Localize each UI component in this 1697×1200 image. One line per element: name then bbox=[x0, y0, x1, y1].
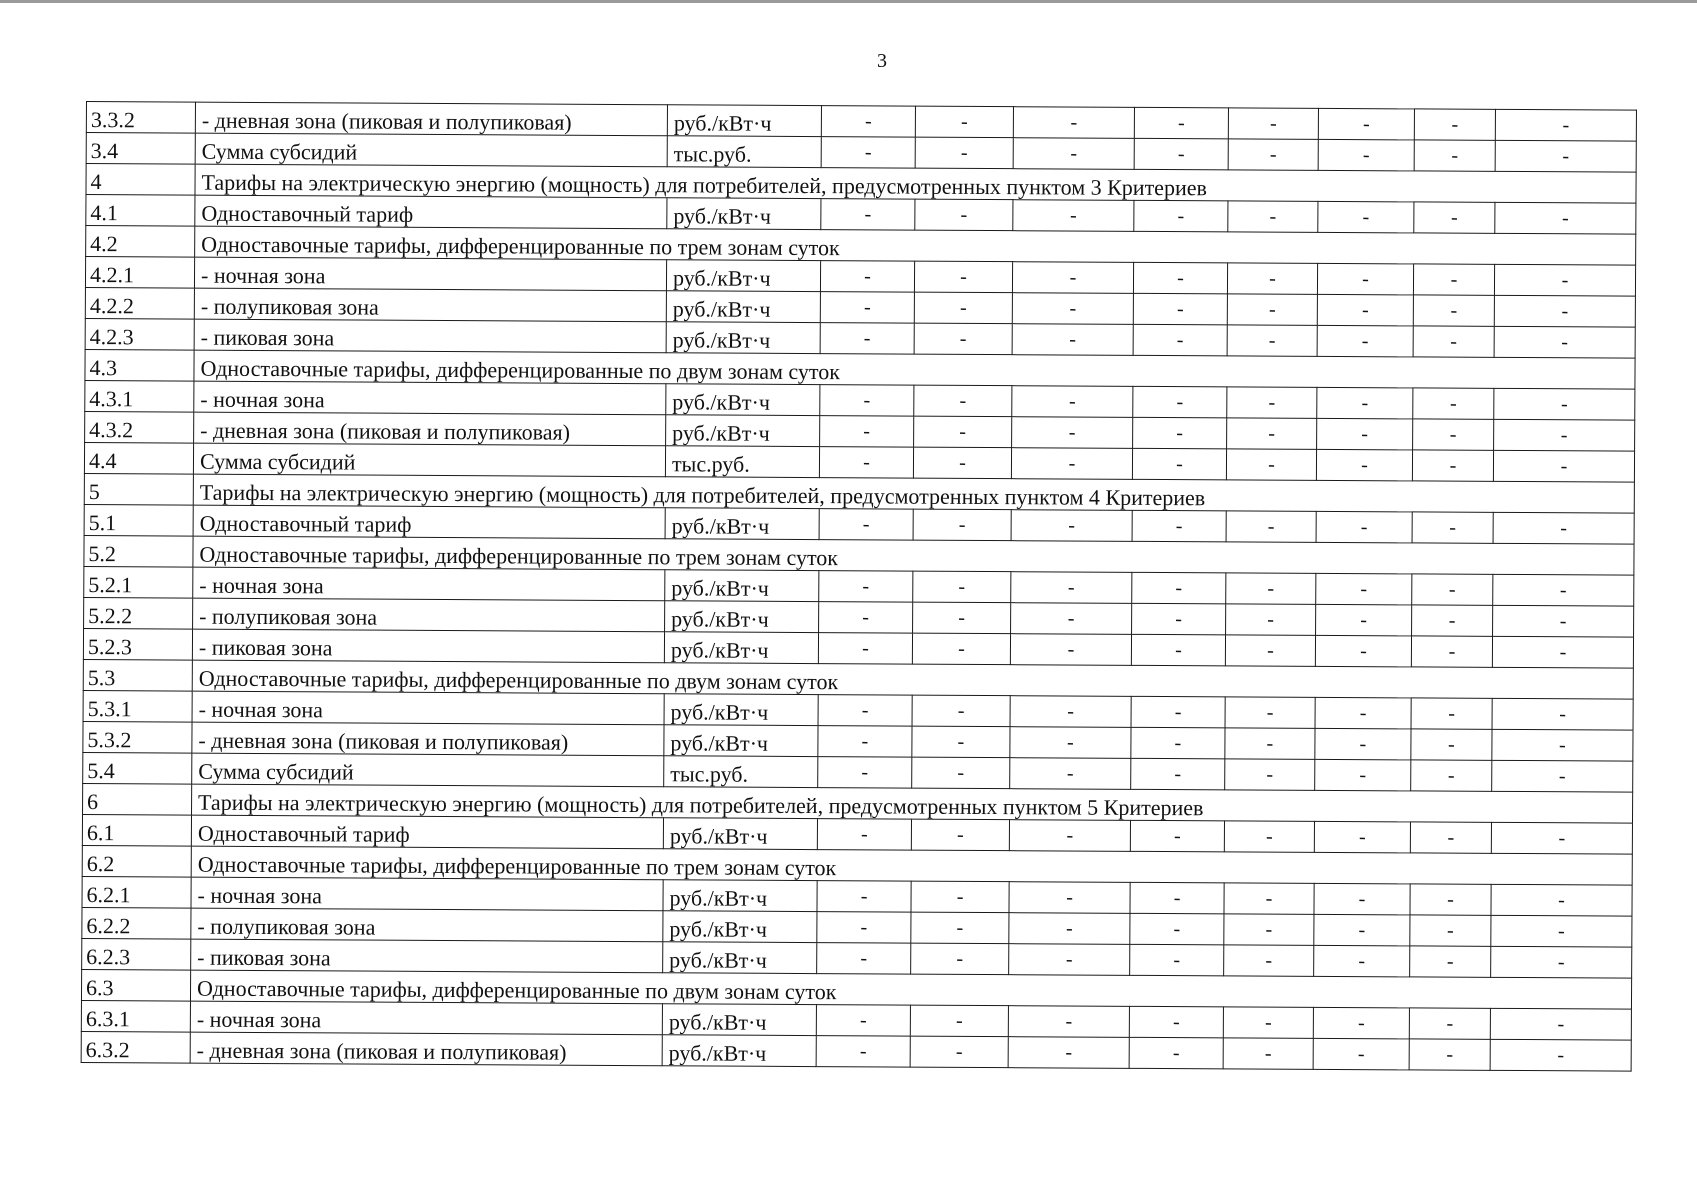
row-number: 4.3 bbox=[85, 349, 194, 381]
value-cell: - bbox=[819, 571, 913, 603]
value-cell: - bbox=[1494, 388, 1635, 420]
value-cell: - bbox=[1130, 913, 1224, 945]
value-cell: - bbox=[1010, 696, 1131, 728]
value-cell: - bbox=[819, 447, 913, 479]
row-number: 6.3 bbox=[81, 969, 190, 1001]
value-cell: - bbox=[1495, 109, 1636, 141]
value-cell: - bbox=[1492, 636, 1633, 668]
row-unit: тыс.руб. bbox=[664, 756, 818, 788]
value-cell: - bbox=[1129, 1037, 1223, 1069]
value-cell: - bbox=[1008, 1006, 1129, 1038]
row-number: 5.3.1 bbox=[83, 690, 192, 722]
row-unit: тыс.руб. bbox=[667, 136, 821, 168]
value-cell: - bbox=[915, 106, 1013, 138]
row-label: Одноставочный тариф bbox=[195, 195, 667, 229]
row-unit: руб./кВт·ч bbox=[665, 570, 819, 602]
value-cell: - bbox=[1013, 200, 1134, 232]
value-cell: - bbox=[1493, 605, 1634, 637]
value-cell: - bbox=[1008, 1037, 1129, 1069]
value-cell: - bbox=[912, 757, 1010, 789]
value-cell: - bbox=[1010, 634, 1131, 666]
section-title: Тарифы на электрическую энергию (мощность) для потребителей, предусмотренных пунктом 5 Критериев bbox=[192, 784, 1633, 823]
value-cell: - bbox=[1227, 418, 1317, 450]
row-label: - ночная зона bbox=[193, 567, 665, 601]
value-cell: - bbox=[1226, 511, 1316, 543]
section-title: Одноставочные тарифы, дифференцированные по двум зонам суток bbox=[192, 660, 1633, 699]
value-cell: - bbox=[816, 1005, 910, 1037]
row-unit: руб./кВт·ч bbox=[662, 1035, 816, 1067]
row-number: 4.2 bbox=[86, 226, 195, 258]
value-cell: - bbox=[1131, 634, 1225, 666]
value-cell: - bbox=[1316, 573, 1412, 605]
value-cell: - bbox=[1224, 883, 1314, 915]
row-number: 5.3 bbox=[83, 659, 192, 691]
row-label: - ночная зона bbox=[190, 1001, 662, 1035]
value-cell: - bbox=[911, 912, 1009, 944]
row-number: 5.1 bbox=[84, 504, 193, 536]
value-cell: - bbox=[1223, 1038, 1313, 1070]
value-cell: - bbox=[1410, 915, 1491, 946]
value-cell: - bbox=[1009, 820, 1130, 852]
value-cell: - bbox=[1316, 449, 1412, 481]
value-cell: - bbox=[1410, 946, 1491, 977]
value-cell: - bbox=[1228, 201, 1318, 233]
value-cell: - bbox=[818, 633, 912, 665]
row-label: - дневная зона (пиковая и полупиковая) bbox=[192, 722, 664, 756]
value-cell: - bbox=[1316, 604, 1412, 636]
row-unit: руб./кВт·ч bbox=[664, 725, 818, 757]
scan-edge-line bbox=[0, 0, 1697, 3]
value-cell: - bbox=[1132, 510, 1226, 542]
value-cell: - bbox=[1494, 295, 1635, 327]
row-unit: руб./кВт·ч bbox=[662, 1004, 816, 1036]
value-cell: - bbox=[1131, 696, 1225, 728]
value-cell: - bbox=[1317, 325, 1413, 357]
row-label: - ночная зона bbox=[194, 381, 666, 415]
value-cell: - bbox=[1409, 1008, 1490, 1039]
row-number: 4.3.1 bbox=[85, 380, 194, 412]
row-number: 3.4 bbox=[86, 133, 195, 165]
value-cell: - bbox=[1130, 944, 1224, 976]
value-cell: - bbox=[1009, 882, 1130, 914]
value-cell: - bbox=[820, 416, 914, 448]
row-label: Одноставочный тариф bbox=[193, 505, 665, 539]
section-title: Одноставочные тарифы, дифференцированные по двум зонам суток bbox=[194, 350, 1635, 389]
value-cell: - bbox=[1413, 264, 1494, 295]
value-cell: - bbox=[912, 726, 1010, 758]
value-cell: - bbox=[913, 509, 1011, 541]
value-cell: - bbox=[913, 447, 1011, 479]
value-cell: - bbox=[821, 137, 915, 169]
row-number: 6.2.1 bbox=[82, 876, 191, 908]
value-cell: - bbox=[1316, 511, 1412, 543]
value-cell: - bbox=[820, 323, 914, 355]
row-number: 3.3.2 bbox=[86, 102, 195, 134]
value-cell: - bbox=[911, 819, 1009, 851]
value-cell: - bbox=[1493, 450, 1634, 482]
value-cell: - bbox=[1134, 138, 1228, 170]
row-number: 4.1 bbox=[86, 195, 195, 227]
row-number: 4.4 bbox=[84, 442, 193, 474]
row-number: 5.2.3 bbox=[83, 628, 192, 660]
row-label: Сумма субсидий bbox=[193, 443, 665, 477]
value-cell: - bbox=[1318, 139, 1414, 171]
value-cell: - bbox=[1226, 573, 1316, 605]
row-unit: руб./кВт·ч bbox=[666, 322, 820, 354]
value-cell: - bbox=[1132, 448, 1226, 480]
value-cell: - bbox=[1318, 201, 1414, 233]
value-cell: - bbox=[817, 943, 911, 975]
value-cell: - bbox=[1493, 512, 1634, 544]
row-unit: руб./кВт·ч bbox=[664, 632, 818, 664]
value-cell: - bbox=[1317, 387, 1413, 419]
value-cell: - bbox=[1013, 138, 1134, 170]
value-cell: - bbox=[1412, 574, 1493, 605]
value-cell: - bbox=[1225, 697, 1315, 729]
row-label: - полупиковая зона bbox=[193, 598, 665, 632]
value-cell: - bbox=[1011, 448, 1132, 480]
tariff-table bbox=[81, 101, 1637, 1072]
value-cell: - bbox=[1223, 1007, 1313, 1039]
value-cell: - bbox=[1224, 914, 1314, 946]
value-cell: - bbox=[910, 1036, 1008, 1068]
value-cell: - bbox=[912, 633, 1010, 665]
row-number: 6.3.1 bbox=[81, 1000, 190, 1032]
value-cell: - bbox=[912, 695, 1010, 727]
value-cell: - bbox=[915, 137, 1013, 169]
row-label: - дневная зона (пиковая и полупиковая) bbox=[194, 412, 666, 446]
value-cell: - bbox=[818, 695, 912, 727]
value-cell: - bbox=[1411, 698, 1492, 729]
value-cell: - bbox=[914, 261, 1012, 293]
value-cell: - bbox=[1409, 1039, 1490, 1070]
section-title: Одноставочные тарифы, дифференцированные по трем зонам суток bbox=[193, 536, 1634, 575]
row-number: 5.4 bbox=[83, 752, 192, 784]
value-cell: - bbox=[1227, 263, 1317, 295]
value-cell: - bbox=[914, 323, 1012, 355]
row-number: 5 bbox=[84, 473, 193, 505]
row-number: 4.2.3 bbox=[85, 318, 194, 350]
row-label: - пиковая зона bbox=[194, 319, 666, 353]
value-cell: - bbox=[1010, 727, 1131, 759]
value-cell: - bbox=[1129, 1006, 1223, 1038]
row-number: 6.1 bbox=[82, 814, 191, 846]
row-unit: руб./кВт·ч bbox=[663, 880, 817, 912]
value-cell: - bbox=[1492, 729, 1633, 761]
row-unit: тыс.руб. bbox=[665, 446, 819, 478]
row-unit: руб./кВт·ч bbox=[663, 818, 817, 850]
row-unit: руб./кВт·ч bbox=[666, 291, 820, 323]
value-cell: - bbox=[1412, 450, 1493, 481]
value-cell: - bbox=[1491, 915, 1632, 947]
value-cell: - bbox=[1492, 698, 1633, 730]
row-number: 4.3.2 bbox=[85, 411, 194, 443]
value-cell: - bbox=[1133, 324, 1227, 356]
value-cell: - bbox=[820, 261, 914, 293]
row-number: 5.2.2 bbox=[84, 597, 193, 629]
value-cell: - bbox=[1491, 884, 1632, 916]
value-cell: - bbox=[1317, 294, 1413, 326]
value-cell: - bbox=[1413, 326, 1494, 357]
row-label: - дневная зона (пиковая и полупиковая) bbox=[190, 1032, 662, 1066]
value-cell: - bbox=[1414, 140, 1495, 171]
value-cell: - bbox=[1012, 386, 1133, 418]
value-cell: - bbox=[1009, 913, 1130, 945]
value-cell: - bbox=[1314, 945, 1410, 977]
value-cell: - bbox=[1411, 729, 1492, 760]
value-cell: - bbox=[911, 881, 1009, 913]
value-cell: - bbox=[1131, 727, 1225, 759]
row-unit: руб./кВт·ч bbox=[666, 384, 820, 416]
row-number: 6.3.2 bbox=[81, 1031, 190, 1063]
value-cell: - bbox=[817, 881, 911, 913]
value-cell: - bbox=[1224, 945, 1314, 977]
value-cell: - bbox=[1134, 200, 1228, 232]
row-label: Одноставочный тариф bbox=[191, 815, 663, 849]
value-cell: - bbox=[1315, 759, 1411, 791]
value-cell: - bbox=[1411, 636, 1492, 667]
value-cell: - bbox=[1494, 326, 1635, 358]
value-cell: - bbox=[1410, 884, 1491, 915]
value-cell: - bbox=[1317, 263, 1413, 295]
value-cell: - bbox=[1494, 419, 1635, 451]
value-cell: - bbox=[1132, 572, 1226, 604]
value-cell: - bbox=[1315, 728, 1411, 760]
value-cell: - bbox=[1012, 417, 1133, 449]
section-title: Одноставочные тарифы, дифференцированные по двум зонам суток bbox=[190, 970, 1631, 1009]
value-cell: - bbox=[1315, 697, 1411, 729]
value-cell: - bbox=[820, 292, 914, 324]
value-cell: - bbox=[1010, 758, 1131, 790]
row-label: Сумма субсидий bbox=[195, 133, 667, 167]
value-cell: - bbox=[914, 385, 1012, 417]
value-cell: - bbox=[821, 106, 915, 138]
value-cell: - bbox=[1315, 635, 1411, 667]
value-cell: - bbox=[1011, 572, 1132, 604]
value-cell: - bbox=[819, 602, 913, 634]
section-title: Тарифы на электрическую энергию (мощность) для потребителей, предусмотренных пунктом 4 Критериев bbox=[193, 474, 1634, 513]
value-cell: - bbox=[1133, 386, 1227, 418]
value-cell: - bbox=[1132, 603, 1226, 635]
value-cell: - bbox=[1490, 1039, 1631, 1071]
value-cell: - bbox=[1133, 417, 1227, 449]
row-number: 6.2 bbox=[82, 845, 191, 877]
row-number: 4.2.1 bbox=[85, 257, 194, 289]
value-cell: - bbox=[1012, 293, 1133, 325]
value-cell: - bbox=[1495, 202, 1636, 234]
row-label: - ночная зона bbox=[191, 877, 663, 911]
value-cell: - bbox=[915, 199, 1013, 231]
value-cell: - bbox=[1491, 822, 1632, 854]
value-cell: - bbox=[1012, 262, 1133, 294]
value-cell: - bbox=[1413, 419, 1494, 450]
row-unit: руб./кВт·ч bbox=[664, 694, 818, 726]
row-label: - дневная зона (пиковая и полупиковая) bbox=[195, 102, 667, 136]
value-cell: - bbox=[816, 1036, 910, 1068]
value-cell: - bbox=[819, 509, 913, 541]
value-cell: - bbox=[1317, 418, 1413, 450]
value-cell: - bbox=[911, 943, 1009, 975]
row-number: 6.2.3 bbox=[82, 938, 191, 970]
value-cell: - bbox=[1227, 325, 1317, 357]
value-cell: - bbox=[1225, 635, 1315, 667]
value-cell: - bbox=[1130, 882, 1224, 914]
value-cell: - bbox=[1313, 1038, 1409, 1070]
page-number: 3 bbox=[877, 50, 887, 72]
value-cell: - bbox=[820, 385, 914, 417]
value-cell: - bbox=[1318, 108, 1414, 140]
value-cell: - bbox=[1012, 324, 1133, 356]
value-cell: - bbox=[1314, 821, 1410, 853]
value-cell: - bbox=[1491, 946, 1632, 978]
section-title: Одноставочные тарифы, дифференцированные по трем зонам суток bbox=[191, 846, 1632, 885]
row-label: Сумма субсидий bbox=[192, 753, 664, 787]
value-cell: - bbox=[1412, 512, 1493, 543]
value-cell: - bbox=[1134, 107, 1228, 139]
row-unit: руб./кВт·ч bbox=[667, 105, 821, 137]
row-label: - пиковая зона bbox=[192, 629, 664, 663]
value-cell: - bbox=[1492, 760, 1633, 792]
value-cell: - bbox=[1225, 728, 1315, 760]
value-cell: - bbox=[1224, 821, 1314, 853]
row-label: - ночная зона bbox=[194, 257, 666, 291]
row-label: - полупиковая зона bbox=[194, 288, 666, 322]
value-cell: - bbox=[1226, 449, 1316, 481]
value-cell: - bbox=[1314, 914, 1410, 946]
value-cell: - bbox=[910, 1005, 1008, 1037]
row-unit: руб./кВт·ч bbox=[663, 911, 817, 943]
value-cell: - bbox=[1493, 574, 1634, 606]
value-cell: - bbox=[1413, 388, 1494, 419]
value-cell: - bbox=[821, 199, 915, 231]
row-unit: руб./кВт·ч bbox=[665, 508, 819, 540]
value-cell: - bbox=[818, 726, 912, 758]
row-label: - ночная зона bbox=[192, 691, 664, 725]
row-number: 6.2.2 bbox=[82, 907, 191, 939]
value-cell: - bbox=[914, 416, 1012, 448]
value-cell: - bbox=[1011, 510, 1132, 542]
value-cell: - bbox=[1228, 108, 1318, 140]
value-cell: - bbox=[818, 757, 912, 789]
value-cell: - bbox=[1009, 944, 1130, 976]
section-title: Тарифы на электрическую энергию (мощность) для потребителей, предусмотренных пунктом 3 Критериев bbox=[195, 164, 1636, 203]
section-title: Одноставочные тарифы, дифференцированные по трем зонам суток bbox=[195, 226, 1636, 265]
value-cell: - bbox=[1011, 603, 1132, 635]
value-cell: - bbox=[817, 912, 911, 944]
value-cell: - bbox=[1130, 820, 1224, 852]
value-cell: - bbox=[1013, 107, 1134, 139]
row-label: - пиковая зона bbox=[191, 939, 663, 973]
row-unit: руб./кВт·ч bbox=[665, 601, 819, 633]
value-cell: - bbox=[1412, 605, 1493, 636]
value-cell: - bbox=[1133, 262, 1227, 294]
row-number: 5.2 bbox=[84, 535, 193, 567]
value-cell: - bbox=[1413, 295, 1494, 326]
row-number: 5.2.1 bbox=[84, 566, 193, 598]
value-cell: - bbox=[1226, 604, 1316, 636]
value-cell: - bbox=[1225, 759, 1315, 791]
value-cell: - bbox=[1133, 293, 1227, 325]
value-cell: - bbox=[1227, 387, 1317, 419]
row-number: 4.2.2 bbox=[85, 287, 194, 319]
value-cell: - bbox=[1411, 760, 1492, 791]
tariff-table-body bbox=[81, 102, 1636, 1072]
value-cell: - bbox=[1495, 140, 1636, 172]
value-cell: - bbox=[914, 292, 1012, 324]
row-number: 4 bbox=[86, 164, 195, 196]
row-unit: руб./кВт·ч bbox=[666, 415, 820, 447]
value-cell: - bbox=[1131, 758, 1225, 790]
row-unit: руб./кВт·ч bbox=[666, 260, 820, 292]
row-number: 6 bbox=[83, 783, 192, 815]
row-label: - полупиковая зона bbox=[191, 908, 663, 942]
value-cell: - bbox=[1494, 264, 1635, 296]
value-cell: - bbox=[913, 571, 1011, 603]
value-cell: - bbox=[1414, 202, 1495, 233]
value-cell: - bbox=[1313, 1007, 1409, 1039]
row-unit: руб./кВт·ч bbox=[663, 942, 817, 974]
value-cell: - bbox=[817, 819, 911, 851]
value-cell: - bbox=[1490, 1008, 1631, 1040]
value-cell: - bbox=[1410, 822, 1491, 853]
value-cell: - bbox=[1414, 109, 1495, 140]
value-cell: - bbox=[1228, 139, 1318, 171]
value-cell: - bbox=[913, 602, 1011, 634]
row-number: 5.3.2 bbox=[83, 721, 192, 753]
value-cell: - bbox=[1227, 294, 1317, 326]
row-unit: руб./кВт·ч bbox=[667, 198, 821, 230]
value-cell: - bbox=[1314, 883, 1410, 915]
